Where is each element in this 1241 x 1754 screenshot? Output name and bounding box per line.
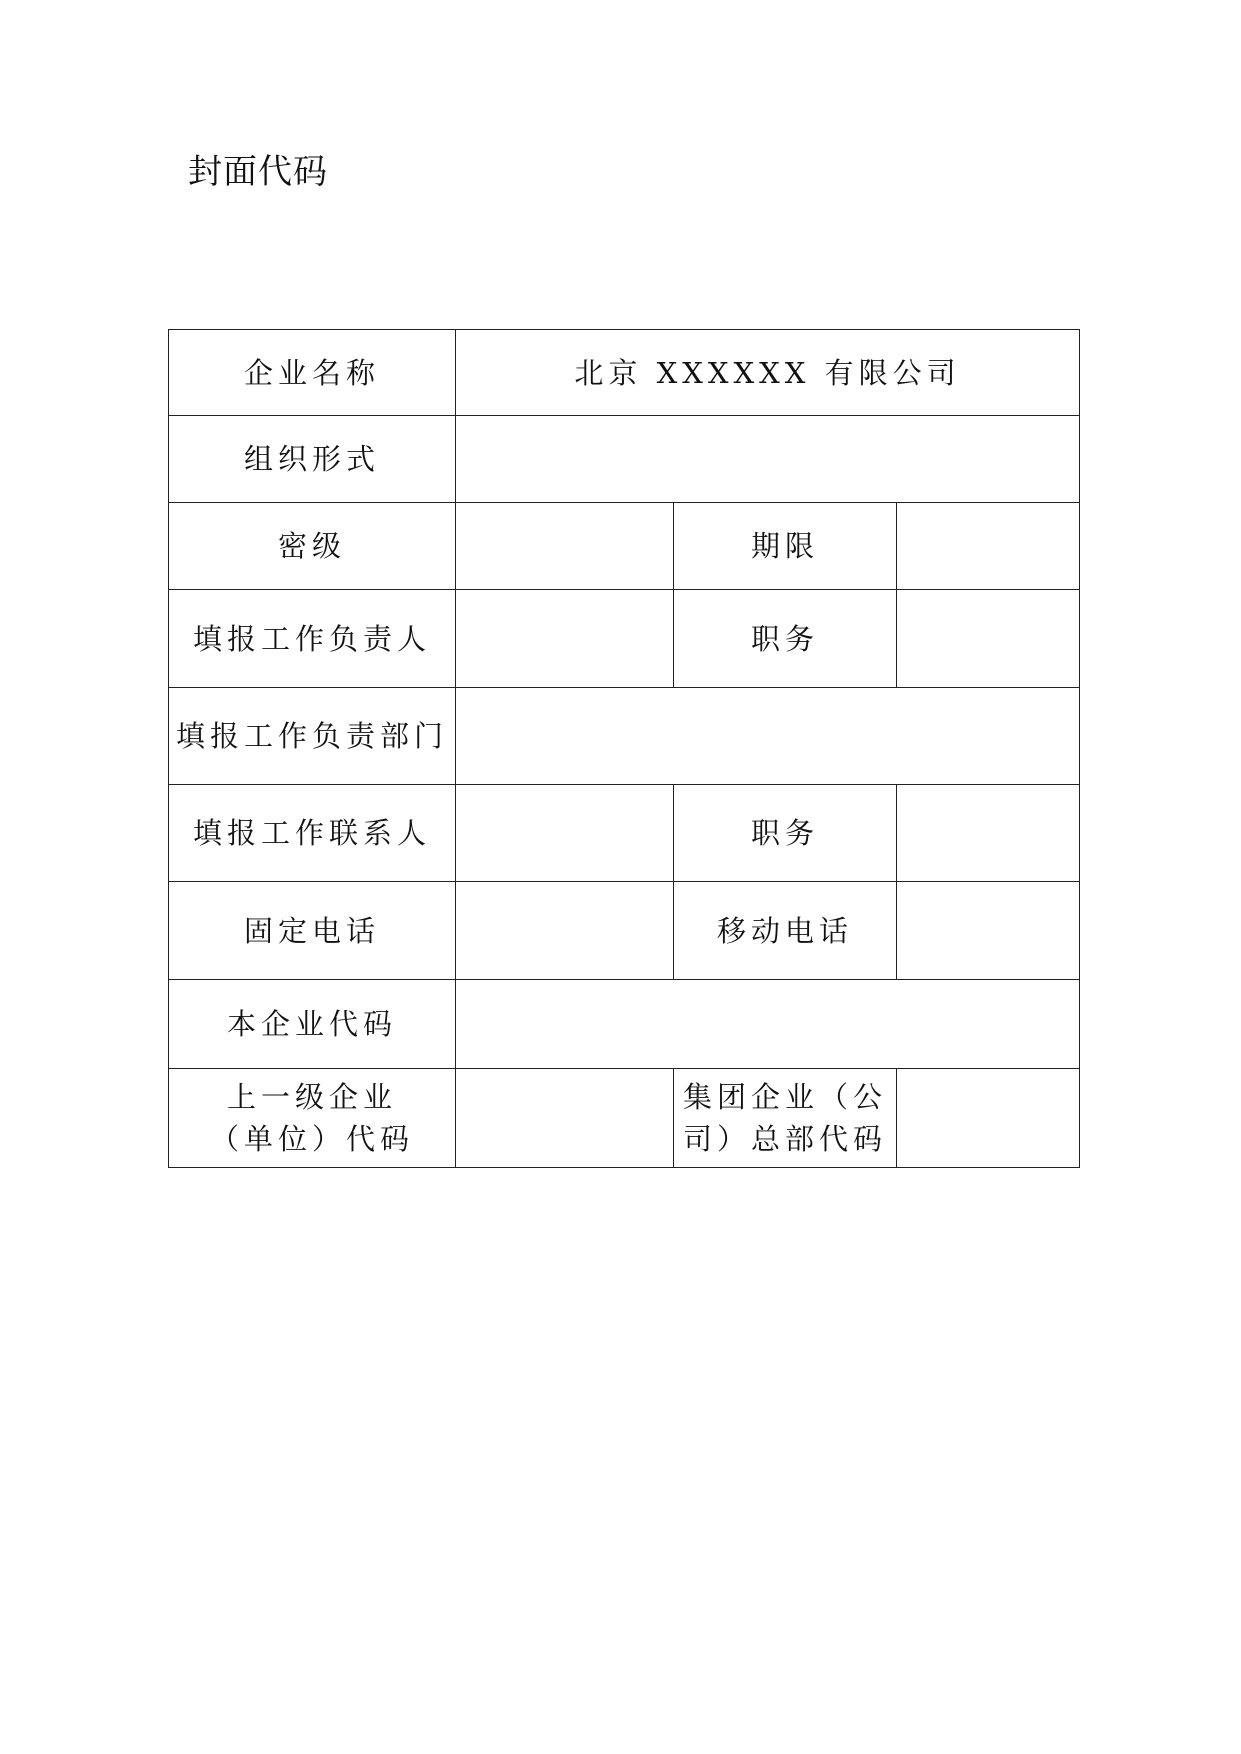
landline-field[interactable]: [456, 882, 674, 980]
mobile-label: 移动电话: [674, 882, 897, 980]
table-row: [169, 330, 1080, 416]
report-dept-label: 填报工作负责部门: [169, 688, 456, 785]
position-field[interactable]: [897, 590, 1080, 688]
term-label: 期限: [674, 503, 897, 590]
table-row: [169, 503, 1080, 590]
table-row: [169, 882, 1080, 980]
cover-info-table: [168, 329, 1080, 1168]
table-row: [169, 416, 1080, 503]
term-field[interactable]: [897, 503, 1080, 590]
parent-code-label: [169, 1069, 456, 1168]
table-row: [169, 785, 1080, 882]
mobile-field[interactable]: [897, 882, 1080, 980]
landline-label: 固定电话: [169, 882, 456, 980]
group-code-label-line2: 司）总部代码: [682, 1122, 887, 1156]
group-code-label: [674, 1069, 897, 1168]
report-owner-field[interactable]: [456, 590, 674, 688]
company-code-label: 本企业代码: [169, 980, 456, 1069]
report-owner-label: 填报工作负责人: [169, 590, 456, 688]
position-label: 职务: [674, 590, 897, 688]
parent-code-label-line2: （单位）代码: [209, 1122, 414, 1156]
parent-code-label-line1: 上一级企业: [226, 1080, 397, 1114]
group-code-field[interactable]: [897, 1069, 1080, 1168]
group-code-label-line1: 集团企业（公: [682, 1080, 887, 1114]
company-name-value: 北京 XXXXXX 有限公司: [456, 330, 1080, 416]
position-field[interactable]: [897, 785, 1080, 882]
table-row: [169, 980, 1080, 1069]
report-dept-field[interactable]: [456, 688, 1080, 785]
report-contact-field[interactable]: [456, 785, 674, 882]
secret-level-field[interactable]: [456, 503, 674, 590]
company-name-label: 企业名称: [169, 330, 456, 416]
page-title: 封面代码: [188, 152, 328, 192]
report-contact-label: 填报工作联系人: [169, 785, 456, 882]
org-form-field[interactable]: [456, 416, 1080, 503]
org-form-label: 组织形式: [169, 416, 456, 503]
table-row: [169, 590, 1080, 688]
secret-level-label: 密级: [169, 503, 456, 590]
parent-code-field[interactable]: [456, 1069, 674, 1168]
table-row: [169, 688, 1080, 785]
table-row: [169, 1069, 1080, 1168]
company-code-field[interactable]: [456, 980, 1080, 1069]
position-label: 职务: [674, 785, 897, 882]
